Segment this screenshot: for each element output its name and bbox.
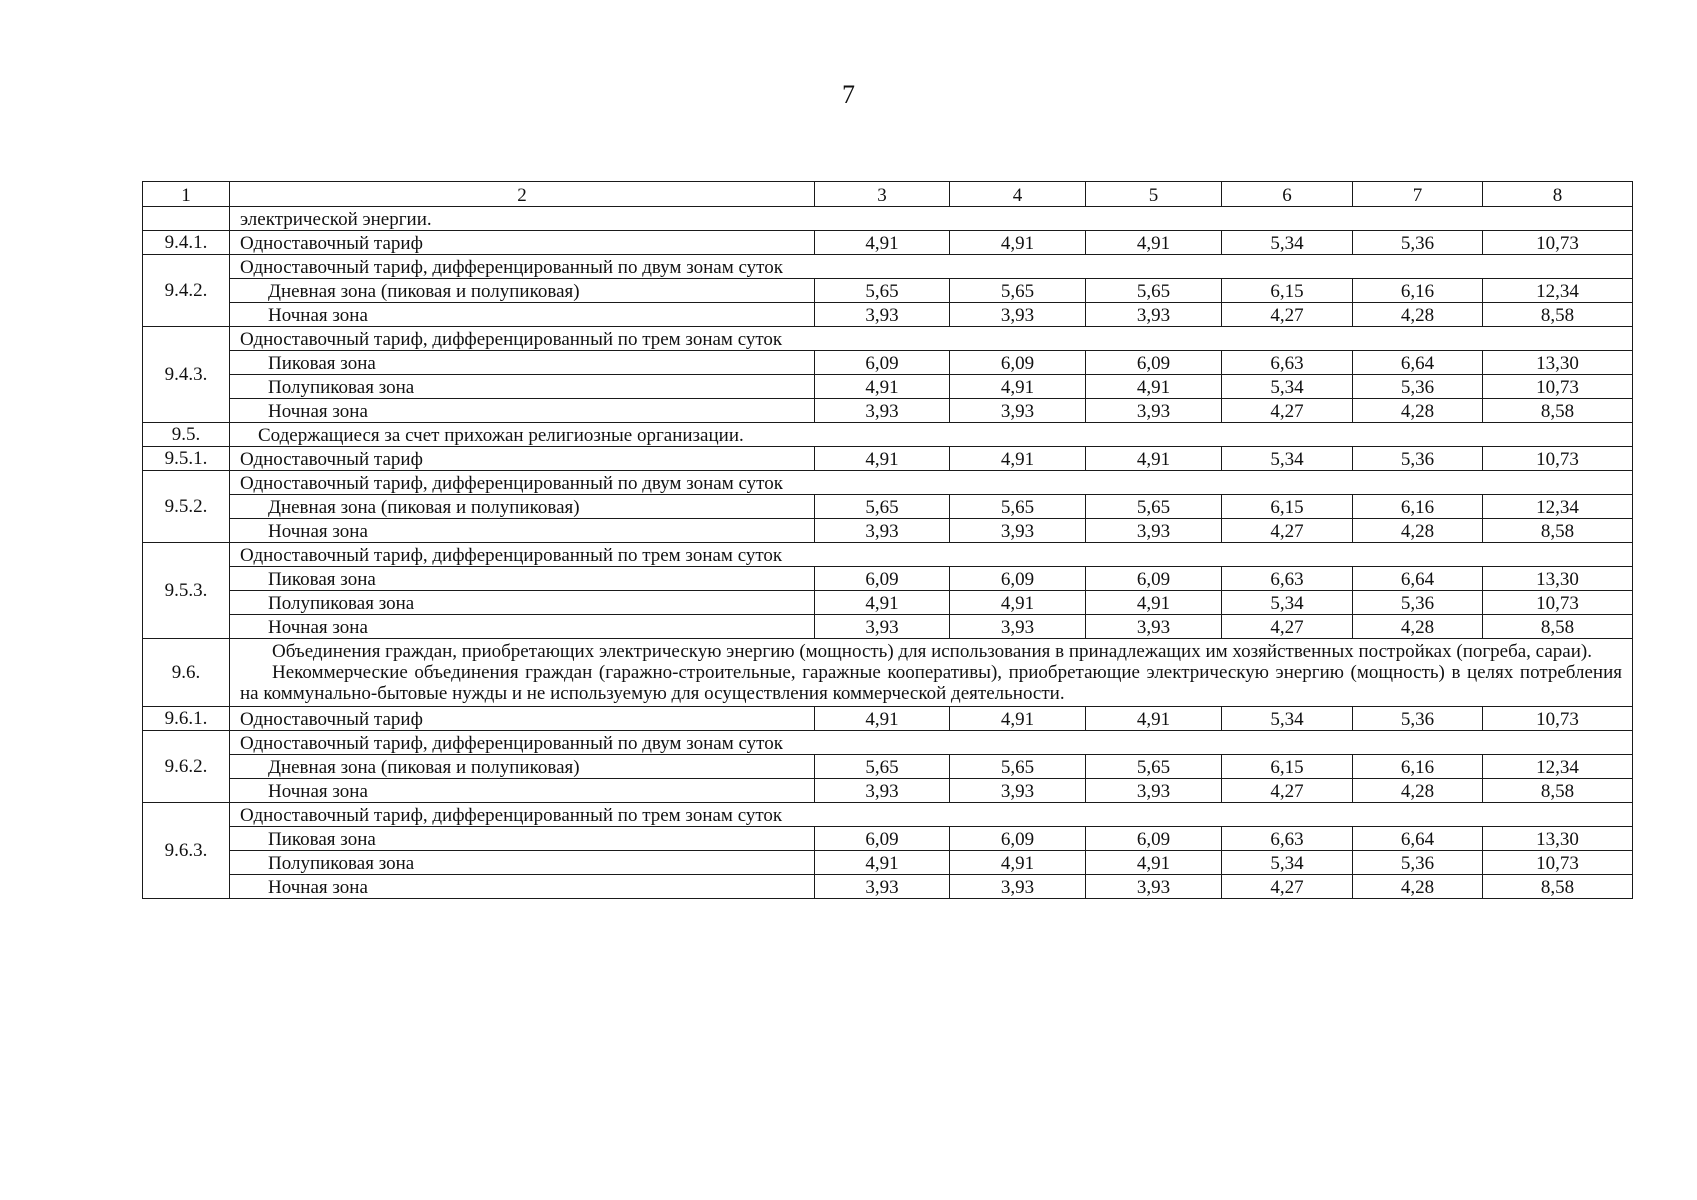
tariff-value-col-6: 5,34 bbox=[1222, 851, 1353, 875]
tariff-value-col-7: 5,36 bbox=[1353, 707, 1483, 731]
tariff-value-col-8: 13,30 bbox=[1483, 351, 1633, 375]
tariff-value-col-4: 3,93 bbox=[950, 615, 1086, 639]
tariff-value-col-5: 4,91 bbox=[1086, 447, 1222, 471]
section-paragraph: Некоммерческие объединения граждан (гаражно-строительные, гаражные кооперативы), приобретающие электрическую энергию (мощность) в целях потребления на коммунально-бытовые нужды и не используемую для осуществления коммерческой деятельности. bbox=[240, 662, 1622, 704]
section-title: электрической энергии. bbox=[230, 207, 1633, 231]
header-cell: 5 bbox=[1086, 182, 1222, 207]
header-cell: 4 bbox=[950, 182, 1086, 207]
tariff-value-col-4: 6,09 bbox=[950, 827, 1086, 851]
tariff-value-col-6: 5,34 bbox=[1222, 447, 1353, 471]
tariff-table bbox=[142, 181, 1633, 899]
tariff-value-col-7: 4,28 bbox=[1353, 303, 1483, 327]
tariff-value-col-8: 13,30 bbox=[1483, 567, 1633, 591]
tariff-value-col-8: 8,58 bbox=[1483, 875, 1633, 899]
tariff-value-col-4: 5,65 bbox=[950, 279, 1086, 303]
section-title-row bbox=[143, 471, 1633, 495]
tariff-value-col-5: 5,65 bbox=[1086, 495, 1222, 519]
tariff-value-col-8: 10,73 bbox=[1483, 851, 1633, 875]
row-label: Ночная зона bbox=[230, 779, 815, 803]
tariff-value-col-7: 5,36 bbox=[1353, 375, 1483, 399]
tariff-value-col-7: 5,36 bbox=[1353, 447, 1483, 471]
section-title-row bbox=[143, 255, 1633, 279]
tariff-value-col-3: 3,93 bbox=[815, 615, 950, 639]
header-cell: 8 bbox=[1483, 182, 1633, 207]
tariff-value-col-7: 6,16 bbox=[1353, 495, 1483, 519]
table-row bbox=[143, 231, 1633, 255]
section-title: Одноставочный тариф, дифференцированный по двум зонам суток bbox=[230, 731, 1633, 755]
section-title: Одноставочный тариф, дифференцированный по трем зонам суток bbox=[230, 327, 1633, 351]
section-code: 9.4.2. bbox=[143, 255, 230, 327]
row-label: Ночная зона bbox=[230, 399, 815, 423]
tariff-value-col-3: 3,93 bbox=[815, 875, 950, 899]
tariff-value-col-7: 6,16 bbox=[1353, 755, 1483, 779]
tariff-value-col-7: 4,28 bbox=[1353, 875, 1483, 899]
tariff-value-col-5: 4,91 bbox=[1086, 375, 1222, 399]
section-code: 9.6. bbox=[143, 639, 230, 707]
tariff-value-col-6: 6,63 bbox=[1222, 827, 1353, 851]
section-code: 9.6.3. bbox=[143, 803, 230, 899]
tariff-value-col-7: 4,28 bbox=[1353, 399, 1483, 423]
section-title: Одноставочный тариф, дифференцированный по двум зонам суток bbox=[230, 471, 1633, 495]
tariff-value-col-4: 6,09 bbox=[950, 567, 1086, 591]
header-cell: 7 bbox=[1353, 182, 1483, 207]
tariff-value-col-8: 10,73 bbox=[1483, 447, 1633, 471]
tariff-value-col-7: 4,28 bbox=[1353, 779, 1483, 803]
tariff-value-col-7: 4,28 bbox=[1353, 615, 1483, 639]
tariff-value-col-6: 5,34 bbox=[1222, 591, 1353, 615]
tariff-value-col-3: 4,91 bbox=[815, 447, 950, 471]
section-code: 9.4.1. bbox=[143, 231, 230, 255]
tariff-value-col-6: 6,63 bbox=[1222, 351, 1353, 375]
tariff-value-col-3: 3,93 bbox=[815, 779, 950, 803]
tariff-value-col-4: 5,65 bbox=[950, 495, 1086, 519]
section-code: 9.4.3. bbox=[143, 327, 230, 423]
section-title-row bbox=[143, 327, 1633, 351]
tariff-value-col-7: 6,64 bbox=[1353, 827, 1483, 851]
tariff-value-col-4: 4,91 bbox=[950, 851, 1086, 875]
tariff-value-col-8: 10,73 bbox=[1483, 707, 1633, 731]
row-label: Ночная зона bbox=[230, 519, 815, 543]
row-label: Пиковая зона bbox=[230, 351, 815, 375]
tariff-value-col-8: 10,73 bbox=[1483, 231, 1633, 255]
tariff-value-col-8: 10,73 bbox=[1483, 591, 1633, 615]
tariff-value-col-4: 3,93 bbox=[950, 303, 1086, 327]
row-label: Одноставочный тариф bbox=[230, 231, 815, 255]
tariff-value-col-4: 6,09 bbox=[950, 351, 1086, 375]
section-code: 9.6.2. bbox=[143, 731, 230, 803]
table-row bbox=[143, 567, 1633, 591]
section-code: 9.5.3. bbox=[143, 543, 230, 639]
tariff-value-col-7: 6,64 bbox=[1353, 567, 1483, 591]
tariff-value-col-8: 8,58 bbox=[1483, 615, 1633, 639]
tariff-value-col-5: 5,65 bbox=[1086, 755, 1222, 779]
row-label: Одноставочный тариф bbox=[230, 447, 815, 471]
section-title-row bbox=[143, 639, 1633, 707]
tariff-value-col-4: 4,91 bbox=[950, 231, 1086, 255]
page-number: 7 bbox=[842, 80, 855, 109]
tariff-value-col-8: 12,34 bbox=[1483, 279, 1633, 303]
tariff-value-col-8: 13,30 bbox=[1483, 827, 1633, 851]
tariff-value-col-3: 5,65 bbox=[815, 495, 950, 519]
tariff-value-col-5: 3,93 bbox=[1086, 519, 1222, 543]
tariff-value-col-4: 4,91 bbox=[950, 375, 1086, 399]
section-title: Одноставочный тариф, дифференцированный по трем зонам суток bbox=[230, 803, 1633, 827]
tariff-value-col-3: 4,91 bbox=[815, 591, 950, 615]
tariff-value-col-3: 4,91 bbox=[815, 851, 950, 875]
table-row bbox=[143, 755, 1633, 779]
tariff-value-col-7: 6,64 bbox=[1353, 351, 1483, 375]
tariff-value-col-3: 5,65 bbox=[815, 279, 950, 303]
table-row bbox=[143, 375, 1633, 399]
tariff-value-col-5: 3,93 bbox=[1086, 615, 1222, 639]
tariff-value-col-5: 4,91 bbox=[1086, 707, 1222, 731]
tariff-value-col-6: 6,15 bbox=[1222, 279, 1353, 303]
section-title-row bbox=[143, 543, 1633, 567]
tariff-value-col-7: 6,16 bbox=[1353, 279, 1483, 303]
tariff-value-col-4: 3,93 bbox=[950, 399, 1086, 423]
tariff-value-col-7: 5,36 bbox=[1353, 591, 1483, 615]
tariff-value-col-3: 3,93 bbox=[815, 399, 950, 423]
table-row bbox=[143, 875, 1633, 899]
section-code: 9.5.1. bbox=[143, 447, 230, 471]
row-label: Дневная зона (пиковая и полупиковая) bbox=[230, 495, 815, 519]
tariff-value-col-5: 4,91 bbox=[1086, 591, 1222, 615]
section-paragraph: Объединения граждан, приобретающих электрическую энергию (мощность) для использования в принадлежащих им хозяйственных постройках (погреба, сараи). bbox=[272, 641, 1592, 662]
section-title: Содержащиеся за счет прихожан религиозные организации. bbox=[230, 423, 1633, 447]
table-row bbox=[143, 399, 1633, 423]
tariff-value-col-5: 3,93 bbox=[1086, 875, 1222, 899]
tariff-value-col-6: 5,34 bbox=[1222, 375, 1353, 399]
tariff-value-col-4: 3,93 bbox=[950, 519, 1086, 543]
row-label: Ночная зона bbox=[230, 615, 815, 639]
table-row bbox=[143, 351, 1633, 375]
tariff-value-col-3: 3,93 bbox=[815, 303, 950, 327]
tariff-value-col-5: 3,93 bbox=[1086, 303, 1222, 327]
table-row bbox=[143, 279, 1633, 303]
section-code: 9.5. bbox=[143, 423, 230, 447]
header-cell: 2 bbox=[230, 182, 815, 207]
tariff-value-col-6: 5,34 bbox=[1222, 231, 1353, 255]
tariff-value-col-4: 4,91 bbox=[950, 707, 1086, 731]
tariff-value-col-6: 4,27 bbox=[1222, 519, 1353, 543]
header-cell: 3 bbox=[815, 182, 950, 207]
section-code: 9.5.2. bbox=[143, 471, 230, 543]
table-row bbox=[143, 827, 1633, 851]
table-row bbox=[143, 707, 1633, 731]
row-label: Ночная зона bbox=[230, 303, 815, 327]
tariff-value-col-7: 5,36 bbox=[1353, 851, 1483, 875]
tariff-value-col-6: 5,34 bbox=[1222, 707, 1353, 731]
tariff-value-col-7: 4,28 bbox=[1353, 519, 1483, 543]
section-title-row bbox=[143, 423, 1633, 447]
tariff-value-col-5: 3,93 bbox=[1086, 399, 1222, 423]
tariff-value-col-5: 6,09 bbox=[1086, 351, 1222, 375]
section-description bbox=[230, 639, 1633, 707]
tariff-value-col-3: 3,93 bbox=[815, 519, 950, 543]
tariff-value-col-5: 4,91 bbox=[1086, 851, 1222, 875]
table-row bbox=[143, 495, 1633, 519]
table-row bbox=[143, 303, 1633, 327]
tariff-value-col-3: 6,09 bbox=[815, 567, 950, 591]
header-cell: 1 bbox=[143, 182, 230, 207]
section-title: Одноставочный тариф, дифференцированный по трем зонам суток bbox=[230, 543, 1633, 567]
header-cell: 6 bbox=[1222, 182, 1353, 207]
tariff-value-col-4: 3,93 bbox=[950, 875, 1086, 899]
tariff-value-col-7: 5,36 bbox=[1353, 231, 1483, 255]
table-row bbox=[143, 851, 1633, 875]
tariff-value-col-5: 4,91 bbox=[1086, 231, 1222, 255]
tariff-value-col-3: 6,09 bbox=[815, 827, 950, 851]
tariff-value-col-5: 3,93 bbox=[1086, 779, 1222, 803]
tariff-value-col-6: 4,27 bbox=[1222, 399, 1353, 423]
table-row bbox=[143, 779, 1633, 803]
row-label: Пиковая зона bbox=[230, 567, 815, 591]
section-title-row bbox=[143, 207, 1633, 231]
section-title-row bbox=[143, 803, 1633, 827]
tariff-value-col-6: 6,63 bbox=[1222, 567, 1353, 591]
tariff-value-col-3: 4,91 bbox=[815, 231, 950, 255]
row-label: Полупиковая зона bbox=[230, 375, 815, 399]
tariff-value-col-6: 6,15 bbox=[1222, 755, 1353, 779]
section-code: 9.6.1. bbox=[143, 707, 230, 731]
tariff-value-col-5: 6,09 bbox=[1086, 567, 1222, 591]
tariff-value-col-8: 10,73 bbox=[1483, 375, 1633, 399]
tariff-value-col-5: 5,65 bbox=[1086, 279, 1222, 303]
row-label: Дневная зона (пиковая и полупиковая) bbox=[230, 279, 815, 303]
row-label: Полупиковая зона bbox=[230, 591, 815, 615]
tariff-value-col-8: 8,58 bbox=[1483, 399, 1633, 423]
tariff-value-col-8: 8,58 bbox=[1483, 519, 1633, 543]
tariff-value-col-4: 5,65 bbox=[950, 755, 1086, 779]
tariff-value-col-5: 6,09 bbox=[1086, 827, 1222, 851]
tariff-table-body bbox=[143, 182, 1633, 899]
tariff-value-col-4: 3,93 bbox=[950, 779, 1086, 803]
tariff-value-col-4: 4,91 bbox=[950, 591, 1086, 615]
tariff-value-col-3: 6,09 bbox=[815, 351, 950, 375]
section-title: Одноставочный тариф, дифференцированный по двум зонам суток bbox=[230, 255, 1633, 279]
tariff-value-col-4: 4,91 bbox=[950, 447, 1086, 471]
tariff-value-col-8: 8,58 bbox=[1483, 303, 1633, 327]
tariff-value-col-6: 4,27 bbox=[1222, 875, 1353, 899]
section-code bbox=[143, 207, 230, 231]
row-label: Ночная зона bbox=[230, 875, 815, 899]
tariff-value-col-6: 4,27 bbox=[1222, 615, 1353, 639]
table-row bbox=[143, 591, 1633, 615]
tariff-value-col-6: 4,27 bbox=[1222, 779, 1353, 803]
table-row bbox=[143, 447, 1633, 471]
header-row bbox=[143, 182, 1633, 207]
section-title-row bbox=[143, 731, 1633, 755]
tariff-value-col-8: 12,34 bbox=[1483, 495, 1633, 519]
row-label: Дневная зона (пиковая и полупиковая) bbox=[230, 755, 815, 779]
tariff-value-col-3: 4,91 bbox=[815, 375, 950, 399]
tariff-value-col-8: 8,58 bbox=[1483, 779, 1633, 803]
table-row bbox=[143, 615, 1633, 639]
row-label: Одноставочный тариф bbox=[230, 707, 815, 731]
row-label: Пиковая зона bbox=[230, 827, 815, 851]
tariff-value-col-3: 5,65 bbox=[815, 755, 950, 779]
tariff-value-col-3: 4,91 bbox=[815, 707, 950, 731]
table-row bbox=[143, 519, 1633, 543]
tariff-value-col-6: 4,27 bbox=[1222, 303, 1353, 327]
tariff-value-col-8: 12,34 bbox=[1483, 755, 1633, 779]
row-label: Полупиковая зона bbox=[230, 851, 815, 875]
tariff-value-col-6: 6,15 bbox=[1222, 495, 1353, 519]
